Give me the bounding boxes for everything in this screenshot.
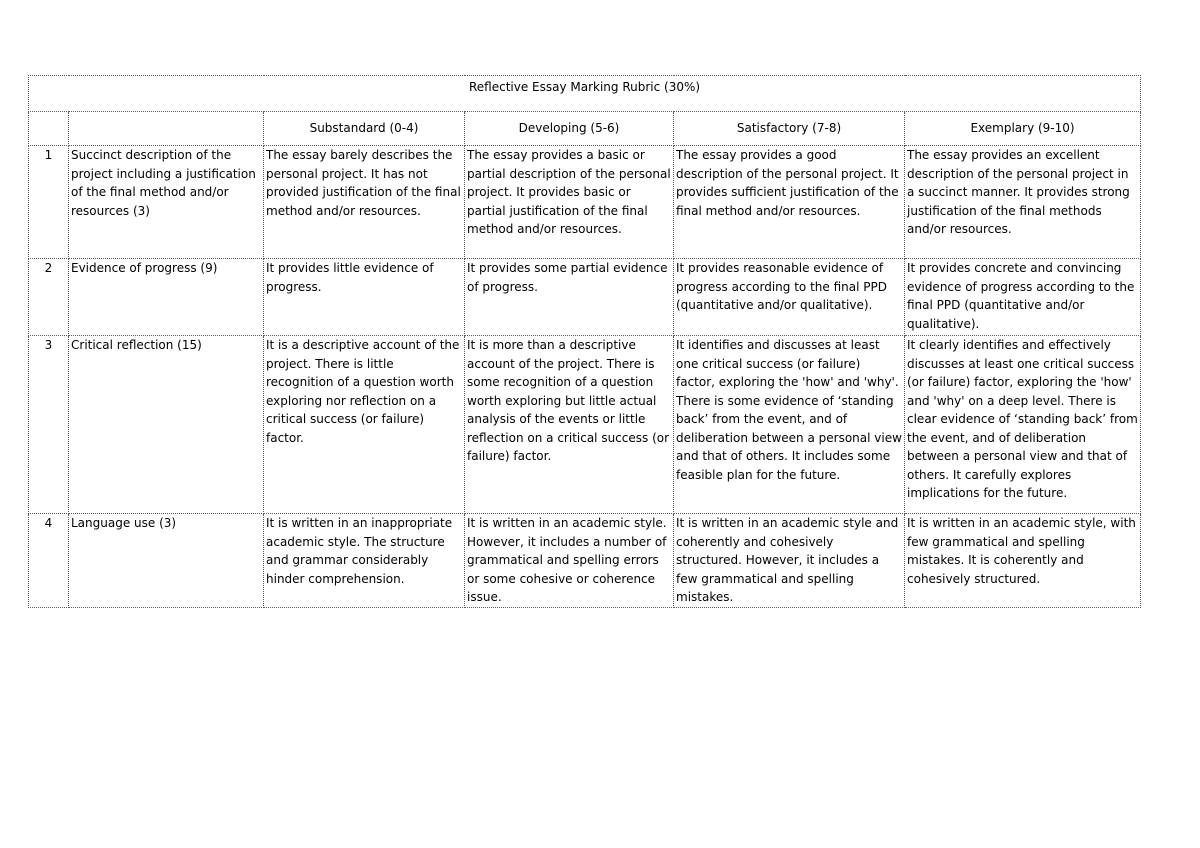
exemplary-cell: It is written in an academic style, with few grammatical and spelling mistakes. It is coherently and cohesively structured.	[905, 514, 1141, 608]
table-row	[29, 514, 1141, 608]
satisfactory-cell: It provides reasonable evidence of progress according to the final PPD (quantitative and/or qualitative).	[674, 259, 905, 336]
substandard-cell: It is written in an inappropriate academic style. The structure and grammar considerably hinder comprehension.	[264, 514, 465, 608]
criterion-cell: Succinct description of the project including a justification of the final method and/or resources (3)	[69, 146, 264, 259]
header-substandard: Substandard (0-4)	[264, 112, 465, 146]
header-satisfactory: Satisfactory (7-8)	[674, 112, 905, 146]
row-number: 3	[29, 336, 69, 514]
title-row	[29, 76, 1141, 112]
developing-cell: It provides some partial evidence of progress.	[465, 259, 674, 336]
developing-cell: It is more than a descriptive account of the project. There is some recognition of a question worth exploring but little actual analysis of the events or little reflection on a critical success (or failure) factor.	[465, 336, 674, 514]
header-exemplary: Exemplary (9-10)	[905, 112, 1141, 146]
satisfactory-cell: It identifies and discusses at least one critical success (or failure) factor, exploring the 'how' and 'why'. There is some evidence of ‘standing back’ from the event, and of deliberation between a personal view and that of others. It includes some feasible plan for the future.	[674, 336, 905, 514]
substandard-cell: It provides little evidence of progress.	[264, 259, 465, 336]
row-number: 4	[29, 514, 69, 608]
exemplary-cell: The essay provides an excellent description of the personal project in a succinct manner. It provides strong justification of the final methods and/or resources.	[905, 146, 1141, 259]
criterion-cell: Evidence of progress (9)	[69, 259, 264, 336]
table-row	[29, 336, 1141, 514]
substandard-cell: The essay barely describes the personal project. It has not provided justification of the final method and/or resources.	[264, 146, 465, 259]
marking-rubric-table	[28, 75, 1141, 608]
table-row	[29, 259, 1141, 336]
header-number-cell	[29, 112, 69, 146]
row-number: 1	[29, 146, 69, 259]
developing-cell: It is written in an academic style. However, it includes a number of grammatical and spelling errors or some cohesive or coherence issue.	[465, 514, 674, 608]
developing-cell: The essay provides a basic or partial description of the personal project. It provides basic or partial justification of the final method and/or resources.	[465, 146, 674, 259]
header-criterion-cell	[69, 112, 264, 146]
criterion-cell: Critical reflection (15)	[69, 336, 264, 514]
exemplary-cell: It provides concrete and convincing evidence of progress according to the final PPD (quantitative and/or qualitative).	[905, 259, 1141, 336]
rubric-title: Reflective Essay Marking Rubric (30%)	[29, 76, 1141, 112]
substandard-cell: It is a descriptive account of the project. There is little recognition of a question worth exploring nor reflection on a critical success (or failure) factor.	[264, 336, 465, 514]
row-number: 2	[29, 259, 69, 336]
criterion-cell: Language use (3)	[69, 514, 264, 608]
exemplary-cell: It clearly identifies and effectively discusses at least one critical success (or failure) factor, exploring the 'how' and 'why' on a deep level. There is clear evidence of ‘standing back’ from the event, and of deliberation between a personal view and that of others. It carefully explores implications for the future.	[905, 336, 1141, 514]
header-developing: Developing (5-6)	[465, 112, 674, 146]
satisfactory-cell: The essay provides a good description of the personal project. It provides sufficient justification of the final method and/or resources.	[674, 146, 905, 259]
satisfactory-cell: It is written in an academic style and coherently and cohesively structured. However, it includes a few grammatical and spelling mistakes.	[674, 514, 905, 608]
header-row	[29, 112, 1141, 146]
table-row	[29, 146, 1141, 259]
